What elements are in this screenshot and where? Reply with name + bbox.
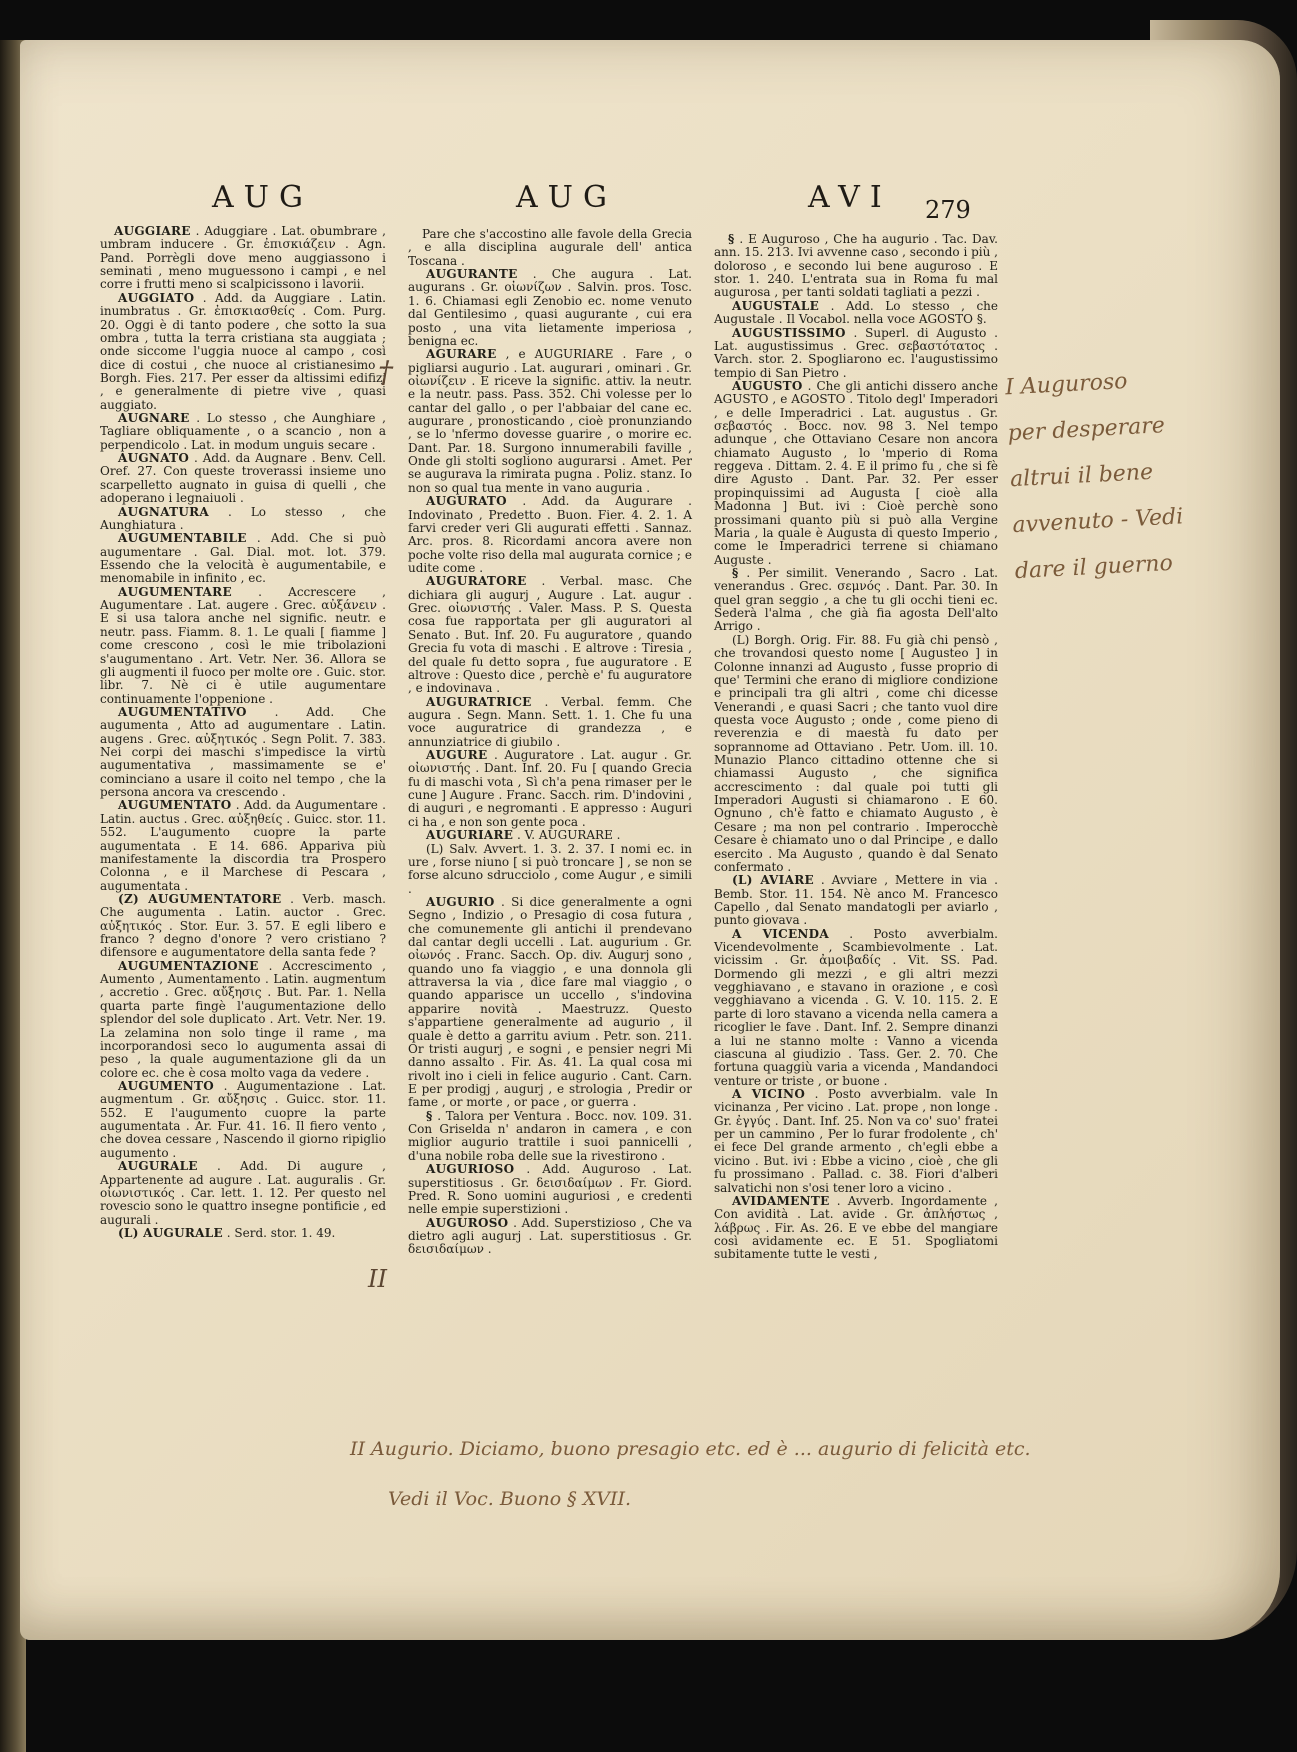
- entry-headword: AUGUMENTATIVO: [118, 704, 247, 719]
- dictionary-entry: [408, 1110, 692, 1163]
- dictionary-entry: [100, 586, 386, 706]
- dictionary-entry: [714, 634, 998, 874]
- entry-text: . V. AUGURARE .: [517, 828, 621, 843]
- entry-text: . Lo stesso , che Aunghiare , Tagliare obliquamente , o a scancio , non a perpendicolo . Lat. in modum unguis secare .: [100, 411, 386, 452]
- entry-text: . Posto avverbialm. vale In vicinanza , Per vicino . Lat. prope , non longe . Gr. ἐγγύς . Dant. Inf. 25. Non va co' suo' fratei per un cammino , Per lo furar frodolente , ch' ei fece Del grande armento , ch'egli ebbe a vicino . But. ivi : Ebbe a vicino , cioè , che gli fu prossimano . Pallad. c. 38. Fiori d'alberi salvatichi non s'osi tener loro a vicino .: [714, 1087, 998, 1195]
- entry-headword: AUGNATURA: [118, 504, 210, 519]
- entry-headword: AUGUMENTO: [118, 1079, 214, 1093]
- entry-headword: AUGURIO: [426, 894, 495, 909]
- entry-text: . Auguratore . Lat. augur . Gr. οἰωνιστής . Dant. Inf. 20. Fu [ quando Grecia fu di maschi vota , Sì ch'a pena rimaser per le cune ] Augure . Franc. Sacch. rim. D'indovini , di auguri , e negromanti . E appresso : Auguri ci ha , e non son gente poca .: [408, 748, 692, 829]
- margin-cross-mark: †: [378, 355, 393, 390]
- entry-headword: AUGUMENTARE: [118, 584, 232, 599]
- entry-headword: AUGUSTO: [732, 378, 803, 393]
- dictionary-entry: [100, 1080, 386, 1160]
- dictionary-entry: [100, 292, 386, 412]
- dictionary-entry: [408, 348, 692, 495]
- entry-headword: AVIDAMENTE: [732, 1193, 830, 1208]
- entry-headword: AUGURIOSO: [426, 1162, 515, 1177]
- entry-text: . Add. Auguroso . Lat. superstitiosus . Gr. δεισιδαίμων . Fr. Giord. Pred. R. Sono uomini auguriosi , e credenti nelle empie superstizioni .: [408, 1162, 692, 1217]
- dictionary-entry: [100, 960, 386, 1080]
- entry-text: . Lo stesso , che Aunghiatura .: [100, 504, 386, 532]
- entry-headword: §: [426, 1108, 433, 1123]
- entry-text: . Posto avverbialm. Vicendevolmente , Scambievolmente . Lat. vicissim . Gr. ἀμοιβαδίς . Vit. SS. Pad. Dormendo gli mezzi , e gli altri mezzi vegghiavano , e stavano in orazione , e così vegghiavano a vicenda . G. V. 10. 115. 2. E parte di loro stavano a vicenda nella camera a ricoglier le fave . Dant. Inf. 2. Sempre dinanzi a lui ne stanno molte : Vanno a vicenda ciascuna al giudizio . Tass. Ger. 2. 70. Che fortuna quaggiù varia a vicenda , Mandandoci venture or triste , or buone .: [714, 926, 998, 1088]
- entry-text: . Accrescimento , Aumento , Aumentamento . Latin. augmentum , accretio . Grec. αὔξησις . But. Par. 1. Nella quarta parte fingè l'augumentazione dello splendor del sole duplicato . Art. Vetr. Ner. 19. La zelamina non solo tinge il rame , ma incorporandosi seco lo augumenta assai di peso , la quale augumentazione gli da un colore ec. che è cosa molto vaga da vedere .: [100, 958, 386, 1080]
- dictionary-entry: [714, 233, 998, 300]
- entry-headword: AUGUROSO: [426, 1215, 509, 1230]
- entry-text: . Avverb. Ingordamente , Con avidità . Lat. avide . Gr. ἀπλήστως , λάβρως . Fir. As. 26. E ve ebbe del mangiare così avidamente ec. E 51. Spogliatomi subitamente tutte le vesti ,: [714, 1193, 998, 1262]
- entry-headword: A VICINO: [732, 1087, 806, 1101]
- entry-text: . Augumentazione . Lat. augmentum . Gr. αὔξησις . Guicc. stor. 11. 552. E l'augumento cuopre la parte augumentata . Ar. Fur. 41. 16. Il fiero vento , che dovea cessare , Nascendo il giorno ripiglio augumento .: [100, 1079, 386, 1160]
- dictionary-entry: [408, 495, 692, 575]
- entry-text: . Add. da Augnare . Benv. Cell. Oref. 27. Con queste troverassi insieme uno scarpelletto augnato in guisa di quelli , che adoperano i legnaiuoli .: [100, 451, 386, 506]
- dictionary-entry: [100, 452, 386, 505]
- entry-text: . E Auguroso , Che ha augurio . Tac. Dav. ann. 15. 213. Ivi avvenne caso , secondo i più , doloroso , e secondo lui bene auguroso . E stor. 1. 240. L'entrata sua in Roma fu mal augurosa , per tanti soldati tagliati a pezzi .: [714, 232, 998, 300]
- entry-text: . Che gli antichi dissero anche AGUSTO , e AGOSTO . Titolo degl' Imperadori , e delle Imperadrici . Lat. augustus . Gr. σεβαστός . Bocc. nov. 98 3. Nel tempo adunque , che Ottaviano Cesare non ancora chiamato Augusto , lo 'mperio di Roma reggeva . Dittam. 2. 4. E il primo fu , che si fè dire Agusto . Dant. Par. 32. Per esser propinquissimi ad Augusta [ cioè alla Madonna ] But. ivi : Cioè perchè sono prossimani quanto più si può alla Vergine Maria , la quale è Augusta di questo Imperio , come le Imperadrici terrene si chiamano Auguste .: [714, 378, 998, 567]
- entry-headword: (Z) AUGUMENTATORE: [118, 891, 282, 906]
- dictionary-entry: [408, 228, 692, 268]
- dictionary-entry: [408, 696, 692, 749]
- entry-text: . Add. Che augumenta , Atto ad augumentare . Latin. augens . Grec. αὐξητικός . Segn Polit. 7. 383. Nei corpi dei maschi s'impedisce la virtù augumentativa , massimamente se e' cominciano a usare il coito nel tempo , che la persona ancora va crescendo .: [100, 704, 386, 800]
- handwritten-bottom-note-1: II Augurio. Diciamo, buono presagio etc. ed è ... augurio di felicità etc.: [350, 1438, 1031, 1460]
- dictionary-entry: [100, 706, 386, 800]
- entry-headword: A VICENDA: [732, 926, 829, 941]
- page-number: 279: [925, 196, 971, 224]
- entry-text: . Add. Di augure , Appartenente ad augure . Lat. auguralis . Gr. οἰωνιστικός . Car. lett. 1. 12. Per questo nel rovescio sono le quattro insegne pontificie , ed augurali .: [100, 1159, 386, 1227]
- entry-text: . Aduggiare . Lat. obumbrare , umbram inducere . Gr. ἐπισκιάζειν . Agn. Pand. Porrègli dove meno auggiassono i seminati , meno muguessono i campi , e nel corre i frutti meno si scalpicissono i lavorii.: [100, 224, 386, 292]
- entry-headword: AGURARE: [426, 347, 497, 362]
- dictionary-entry: [408, 268, 692, 348]
- dictionary-entry: [714, 380, 998, 567]
- entry-text: , e AUGURIARE . Fare , o pigliarsi augurio . Lat. augurari , ominari . Gr. οἰωνίζειν . E riceve la signific. attiv. la neutr. e la neutr. pass. Pass. 352. Chi volesse per lo cantar del gallo , o per l'abbaiar del cane ec. augurare , pronosticando , cioè pronunziando , se lo 'nfermo dovesse guarire , o morire ec. Dant. Par. 18. Surgono innumerabili faville , Onde gli stolti sogliono augurarsi . Amet. Per se augurava la rimirata pugna . Poliz. stanz. Io non so qual tua mente in vano auguria .: [408, 347, 692, 495]
- entry-headword: (L) AVIARE: [732, 873, 814, 888]
- dictionary-entry: [714, 567, 998, 634]
- handwritten-bottom-note-2: Vedi il Voc. Buono § XVII.: [388, 1488, 632, 1510]
- dictionary-entry: [408, 749, 692, 829]
- dictionary-entry: [714, 1088, 998, 1195]
- entry-headword: (L) AUGURALE: [118, 1225, 223, 1240]
- header-center: AUG: [516, 180, 617, 215]
- entry-text: . Add. Superstizioso , Che va dietro agli augurj . Lat. superstitiosus . Gr. δεισιδαίμων .: [408, 1215, 692, 1257]
- entry-text: (L) Salv. Avvert. 1. 3. 2. 37. I nomi ec. in ure , forse niuno [ si può troncare ] , se non se forse alcuno sdrucciolo , come Augur , e simili .: [408, 841, 692, 896]
- entry-text: . Add. da Auggiare . Latin. inumbratus . Gr. ἐπισκιασθείς . Com. Purg. 20. Oggi è di tanto podere , che sotto la sua ombra , tutta la terra cristiana sta auggiata ; onde siccome l'uggia nuoce al campo , così dice di costui , che nuoce al cristianesimo . Borgh. Fies. 217. Per esser da altissimi edifizj , e generalmente di pietre vive , quasi auggiato.: [100, 290, 386, 412]
- entry-headword: AUGNATO: [118, 451, 190, 466]
- entry-headword: AUGUMENTATO: [118, 798, 232, 813]
- dictionary-entry: [408, 843, 692, 896]
- dictionary-entry: [100, 225, 386, 292]
- entry-headword: §: [732, 565, 739, 580]
- dictionary-entry: [100, 506, 386, 533]
- header-right: AVI: [808, 180, 892, 215]
- header-left: AUG: [212, 180, 313, 215]
- entry-text: . Add. Lo stesso , che Augustale . Il Vocabol. nella voce AGOSTO §.: [714, 298, 998, 327]
- entry-text: . Add. da Augumentare . Latin. auctus . Grec. αὐξηθείς . Guicc. stor. 11. 552. L'augumento cuopre la parte augumentata . E 14. 686. Appariva più manifestamente la discordia tra Prospero Colonna , e il Marchese di Pescara , augumentata .: [100, 798, 386, 893]
- dictionary-entry: [100, 532, 386, 585]
- dictionary-entry: [100, 799, 386, 893]
- dictionary-entry: [408, 829, 692, 842]
- entry-text: . Verbal. masc. Che dichiara gli augurj , Augure . Lat. augur . Grec. οἰωνιστής . Valer. Mass. P. S. Questa cosa fue rapportata per gli auguratori al Senato . But. Inf. 20. Fu auguratore , quando Grecia fu vota di maschi . E altrove : Tiresia , del quale fu detto sopra , fue auguratore . E altrove : Questo dice , perchè e' fu auguratore , e indovinava .: [408, 574, 692, 696]
- entry-text: (L) Borgh. Orig. Fir. 88. Fu già chi pensò , che trovandosi questo nome [ Augusteo ] in Colonne innanzi ad Augusto , fusse proprio di que' Termini che erano di migliore condizione e principali tra gli altri , come chi dicesse Venerandi , e quasi Sacri ; che tanto vuol dire questa voce Augusto ; onde , come pieno di reverenzia e di maestà fu dato per soprannome ad Ottaviano . Petr. Uom. ill. 10. Munazio Planco cittadino ottenne che si chiamassi Augusto , che significa accrescimento : dal quale poi tutti gli Imperadori Augusti si chiamarono . E 60. Ognuno , ch'è fatto e chiamato Augusto , è Cesare ; ma non pel contrario . Imperocchè Cesare è chiamato uno o dal Principe , e dallo esercito . Ma Augusto , quando è dal Senato confermato .: [714, 632, 998, 874]
- entry-text: . Per similit. Venerando , Sacro . Lat. venerandus . Grec. σεμνός . Dant. Par. 30. In quel gran seggio , a che tu gli occhi tieni ec. Sederà l'alma , che già fia agosta Dell'alto Arrigo .: [714, 565, 998, 634]
- dictionary-entry: [100, 1160, 386, 1227]
- margin-note-line: I Auguroso: [1004, 368, 1129, 401]
- dictionary-entry: [100, 412, 386, 452]
- dictionary-entry: [714, 874, 998, 927]
- entry-text: . Verb. masch. Che augumenta . Latin. auctor . Grec. αὐξητικός . Stor. Eur. 3. 57. E egli libero e franco ? degno d'onore ? vero cristiano ? difensore e augumentatore della santa fede ?: [100, 891, 386, 960]
- entry-headword: AUGURIARE: [426, 828, 514, 843]
- entry-headword: AUGUMENTAZIONE: [118, 958, 259, 973]
- entry-headword: AUGNARE: [118, 411, 190, 426]
- handwritten-margin-note: [1004, 355, 1216, 595]
- entry-text: . Che augura . Lat. augurans . Gr. οἰωνίζων . Salvin. pros. Tosc. 1. 6. Chiamasi egli Zenobio ec. nome venuto dal Gentilesimo , quasi augurante , cui era posto , una vita lietamente imperiosa , benigna ec.: [408, 267, 692, 348]
- entry-headword: AUGGIARE: [114, 224, 191, 238]
- column-1: [100, 225, 386, 1240]
- dictionary-entry: [100, 893, 386, 960]
- margin-note-line: per desperare: [1007, 413, 1166, 447]
- entry-text: . Avviare , Mettere in via . Bemb. Stor. 11. 154. Nè anco M. Francesco Capello , dal Senato mandatogli per aviarlo , punto giovava .: [714, 873, 998, 928]
- entry-text: . Add. da Augurare . Indovinato , Predetto . Buon. Fier. 4. 2. 1. A farvi creder veri Gli augurati effetti . Sannaz. Arc. pros. 8. Ricordami ancora avere non poche volte riso della mal augurata cornice ; e udite come .: [408, 494, 692, 575]
- entry-headword: AUGURALE: [118, 1159, 198, 1174]
- entry-text: . Si dice generalmente a ogni Segno , Indizio , o Presagio di cosa futura , che comunemente gli antichi il prendevano dal cantar degli uccelli . Lat. augurium . Gr. οἰωνός . Franc. Sacch. Op. div. Augurj sono , quando uno fa viaggio , e una donnola gli attraversa la via , dice fare mal viaggio , o quando apparisce un uccello , s'indovina apparire novità . Maestruzz. Questo s'appartiene generalmente ad augurio , il quale è detto a garritu avium . Petr. son. 211. Or tristi augurj , e sogni , e pensier negri Mi danno assalto . Fir. As. 41. La qual cosa mi rivolt ino i cieli in felice augurio . Cant. Carn. E per prodigj , augurj , e strologia , Predir or fame , or morte , or pace , or guerra .: [408, 894, 692, 1110]
- entry-text: . Accrescere , Augumentare . Lat. augere . Grec. αὐξάνειν . E si usa talora anche nel signific. neutr. e neutr. pass. Fiamm. 8. 1. Le quali [ fiamme ] come crescono , così le mie tribolazioni s'augumentano . Art. Vetr. Ner. 36. Allora se gli augmenti il fuoco per molte ore . Guic. stor. libr. 7. Nè ci è utile augumentare continuamente l'oppenione .: [100, 584, 386, 706]
- dictionary-entry: [408, 896, 692, 1110]
- margin-note-line: dare il guerno: [1014, 550, 1174, 585]
- dictionary-entry: [714, 327, 998, 380]
- entry-text: . Verbal. femm. Che augura . Segn. Mann. Sett. 1. 1. Che fu una voce auguratrice di grandezza , e annunziatrice di giubilo .: [408, 694, 692, 749]
- entry-headword: §: [728, 232, 735, 246]
- entry-text: Pare che s'accostino alle favole della Grecia , e alla disciplina augurale dell' antica Toscana .: [408, 227, 692, 268]
- dictionary-entry: [714, 928, 998, 1088]
- entry-text: . Talora per Ventura . Bocc. nov. 109. 31. Con Griselda n' andaron in camera , e con miglior augurio trattile i suoi pannicelli , d'una nobile roba delle sue la rivestirono .: [408, 1108, 692, 1163]
- entry-headword: AUGGIATO: [118, 290, 195, 305]
- margin-note-line: altrui il bene: [1009, 459, 1154, 493]
- margin-note-line: avvenuto - Vedi: [1011, 504, 1184, 539]
- margin-mark-ii: II: [368, 1265, 387, 1293]
- dictionary-entry: [408, 575, 692, 695]
- dictionary-entry: [100, 1227, 386, 1240]
- dictionary-entry: [714, 300, 998, 327]
- entry-headword: AUGUSTALE: [732, 298, 820, 313]
- dictionary-entry: [714, 1195, 998, 1262]
- entry-headword: AUGUMENTABILE: [118, 531, 247, 546]
- entry-headword: AUGUSTISSIMO: [732, 325, 846, 340]
- entry-headword: AUGURATRICE: [426, 694, 532, 709]
- entry-headword: AUGURATORE: [426, 574, 527, 589]
- dictionary-entry: [408, 1217, 692, 1257]
- entry-headword: AUGURATO: [426, 494, 507, 509]
- entry-headword: AUGURANTE: [426, 267, 518, 282]
- entry-text: . Superl. di Augusto . Lat. augustissimus . Grec. σεβαστότατος . Varch. stor. 2. Spogliarono ec. l'augustissimo tempio di San Pietro .: [714, 325, 998, 380]
- dictionary-entry: [408, 1163, 692, 1216]
- column-3: [714, 233, 998, 1262]
- entry-text: . Add. Che si può augumentare . Gal. Dial. mot. lot. 379. Essendo che la velocità è augumentabile, e menomabile in infinito , ec.: [100, 531, 386, 586]
- entry-text: . Serd. stor. 1. 49.: [226, 1225, 336, 1240]
- column-2: [408, 228, 692, 1257]
- entry-headword: AUGURE: [426, 748, 488, 763]
